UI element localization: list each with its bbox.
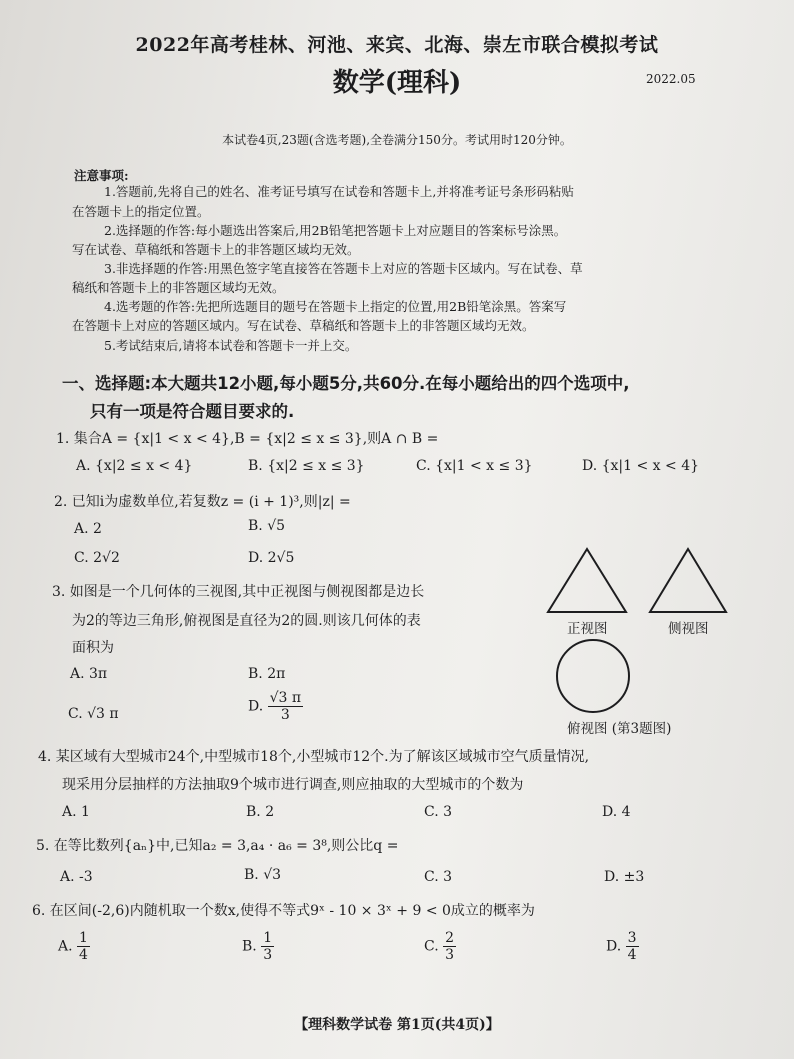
fraction-numerator: 1 <box>79 930 88 946</box>
question-4-stem-line2: 现采用分层抽样的方法抽取9个城市进行调查,则应抽取的大型城市的个数为 <box>62 777 524 793</box>
q4-option-c: C. 3 <box>424 804 453 820</box>
q3-option-c: C. √3 π <box>68 706 119 722</box>
q1-option-c: C. {x|1 < x ≤ 3} <box>416 458 533 474</box>
exam-subtitle: 数学(理科) <box>332 68 462 98</box>
q6-option-b-label: B. <box>242 938 257 955</box>
q2-option-c: C. 2√2 <box>74 550 120 566</box>
notice-line: 2.选择题的作答:每小题选出答案后,用2B铅笔把答题卡上对应题目的答案标号涂黑。 <box>104 223 567 238</box>
q5-option-d: D. ±3 <box>604 869 645 885</box>
question-5-stem: 5. 在等比数列{aₙ}中,已知a₂ = 3,a₄ · a₆ = 3⁸,则公比q = <box>36 838 399 854</box>
q4-option-b: B. 2 <box>246 804 275 820</box>
q1-option-b: B. {x|2 ≤ x ≤ 3} <box>248 458 365 474</box>
fraction-numerator: 3 <box>627 930 637 946</box>
question-4-stem-line1: 4. 某区域有大型城市24个,中型城市18个,小型城市12个.为了解该区域城市空气质量情况, <box>38 749 590 765</box>
notice-line: 稿纸和答题卡上的非答题区域均无效。 <box>72 280 285 295</box>
q2-option-d: D. 2√5 <box>248 550 295 566</box>
exam-info: 本试卷4页,23题(含选考题),全卷满分150分。考试用时120分钟。 <box>222 133 572 147</box>
section-heading-cont: 只有一项是符合题目要求的. <box>90 402 295 421</box>
top-view-label: 俯视图 (第3题图) <box>567 721 672 737</box>
fraction-denominator: 4 <box>627 947 637 964</box>
fraction-denominator: 3 <box>445 947 455 964</box>
q1-option-d: D. {x|1 < x < 4} <box>582 458 700 474</box>
fraction-numerator: √3 π <box>269 690 302 706</box>
notice-line: 1.答题前,先将自己的姓名、准考证号填写在试卷和答题卡上,并将准考证号条形码粘贴 <box>104 184 574 199</box>
side-view-triangle <box>650 549 726 612</box>
fraction-numerator: 1 <box>263 930 273 946</box>
question-1-stem: 1. 集合A = {x|1 < x < 4},B = {x|2 ≤ x ≤ 3},则A ∩ B = <box>56 431 439 447</box>
q6-option-d-fraction <box>626 930 639 963</box>
q6-option-c-label: C. <box>424 938 439 955</box>
q6-option-a-label: A. <box>58 938 73 955</box>
question-3-stem-line3: 面积为 <box>72 640 114 656</box>
exam-title: 2022年高考桂林、河池、来宾、北海、崇左市联合模拟考试 <box>135 34 659 56</box>
q6-option-b-fraction <box>261 930 274 963</box>
notice-line: 写在试卷、草稿纸和答题卡上的非答题区域均无效。 <box>72 242 360 257</box>
q5-option-a: A. -3 <box>60 869 93 885</box>
fraction-denominator: 4 <box>79 947 88 964</box>
q4-option-a: A. 1 <box>62 804 90 820</box>
question-3-stem-line2: 为2的等边三角形,俯视图是直径为2的圆.则该几何体的表 <box>72 613 421 629</box>
exam-date: 2022.05 <box>646 72 696 86</box>
notice-line: 4.选考题的作答:先把所选题目的题号在答题卡上指定的位置,用2B铅笔涂黑。答案写 <box>104 299 567 314</box>
fraction-denominator: 3 <box>263 947 273 964</box>
q3-option-d <box>248 690 303 723</box>
fraction-numerator: 2 <box>445 930 455 946</box>
q6-option-c-fraction <box>443 930 456 963</box>
notice-line: 在答题卡上的指定位置。 <box>72 204 210 219</box>
q3-option-a: A. 3π <box>70 666 108 682</box>
front-view-triangle <box>548 549 626 612</box>
notice-line: 5.考试结束后,请将本试卷和答题卡一并上交。 <box>104 338 358 353</box>
notice-title: 注意事项: <box>74 168 129 183</box>
q6-option-d-label: D. <box>606 938 622 955</box>
notice-line: 在答题卡上对应的答题区域内。写在试卷、草稿纸和答题卡上的非答题区域均无效。 <box>72 318 535 333</box>
q6-option-a <box>58 930 90 963</box>
q6-option-d <box>606 930 639 963</box>
question-3-stem-line1: 3. 如图是一个几何体的三视图,其中正视图与侧视图都是边长 <box>52 584 425 600</box>
side-view-label: 侧视图 <box>668 621 709 637</box>
q3-option-d-label: D. <box>248 698 264 715</box>
q6-option-c <box>424 930 456 963</box>
q4-option-d: D. 4 <box>602 804 631 820</box>
q5-option-c: C. 3 <box>424 869 453 885</box>
question-6-stem: 6. 在区间(-2,6)内随机取一个数x,使得不等式9ˣ - 10 × 3ˣ + 9 < 0成立的概率为 <box>32 903 535 919</box>
q1-option-a: A. {x|2 ≤ x < 4} <box>76 458 193 474</box>
section-heading: 一、选择题:本大题共12小题,每小题5分,共60分.在每小题给出的四个选项中, <box>62 374 630 393</box>
q6-option-b <box>242 930 274 963</box>
q3-option-b: B. 2π <box>248 666 286 682</box>
top-view-circle <box>557 640 629 712</box>
q6-option-a-fraction <box>77 930 90 963</box>
fraction-denominator: 3 <box>280 707 290 724</box>
page-footer: 【理科数学试卷 第1页(共4页)】 <box>294 1017 500 1033</box>
q2-option-b: B. √5 <box>248 518 286 534</box>
question-2-stem: 2. 已知i为虚数单位,若复数z = (i + 1)³,则|z| = <box>54 494 351 510</box>
q3-option-d-fraction <box>268 690 303 723</box>
front-view-label: 正视图 <box>567 621 608 637</box>
q5-option-b: B. √3 <box>244 867 282 883</box>
notice-line: 3.非选择题的作答:用黑色签字笔直接答在答题卡上对应的答题卡区域内。写在试卷、草 <box>104 261 583 276</box>
q2-option-a: A. 2 <box>74 521 102 537</box>
